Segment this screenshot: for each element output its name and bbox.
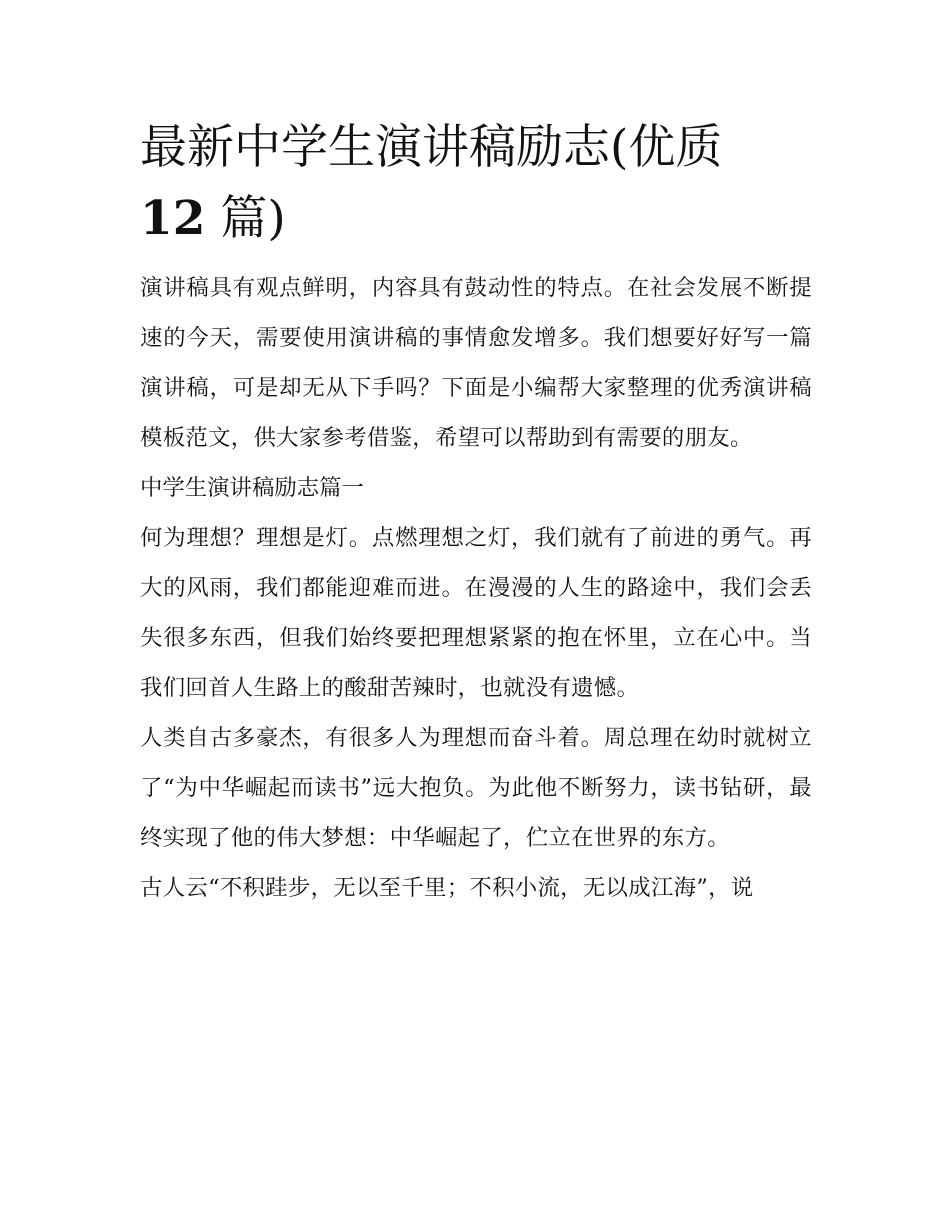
document-title bbox=[140, 112, 812, 254]
title-text-part1: 最新中学生演讲稿励志(优质 bbox=[140, 120, 723, 175]
title-text-part2: 篇) bbox=[220, 191, 286, 246]
body-paragraph-1: 何为理想？理想是灯。点燃理想之灯，我们就有了前进的勇气。再大的风雨，我们都能迎难而进。在漫漫的人生的路途中，我们会丢失很多东西，但我们始终要把理想紧紧的抱在怀里，立在心中。当我们回首人生路上的酸甜苦辣时，也就没有遗憾。 bbox=[140, 525, 812, 701]
body-paragraph-3: 古人云“不积跬步，无以至千里；不积小流，无以成江海”，说 bbox=[140, 875, 754, 901]
body-paragraph-2: 人类自古多豪杰，有很多人为理想而奋斗着。周总理在幼时就树立了“为中华崛起而读书”远大抱负。为此他不断努力，读书钻研，最终实现了他的伟大梦想：中华崛起了，伫立在世界的东方。 bbox=[140, 725, 812, 851]
section-heading: 中学生演讲稿励志篇一 bbox=[140, 475, 364, 501]
title-number: 12 bbox=[140, 191, 206, 246]
intro-paragraph: 演讲稿具有观点鲜明，内容具有鼓动性的特点。在社会发展不断提速的今天，需要使用演讲稿的事情愈发增多。我们想要好好写一篇演讲稿，可是却无从下手吗？下面是小编帮大家整理的优秀演讲稿模板范文，供大家参考借鉴，希望可以帮助到有需要的朋友。 bbox=[140, 275, 812, 451]
document-page bbox=[140, 112, 812, 913]
